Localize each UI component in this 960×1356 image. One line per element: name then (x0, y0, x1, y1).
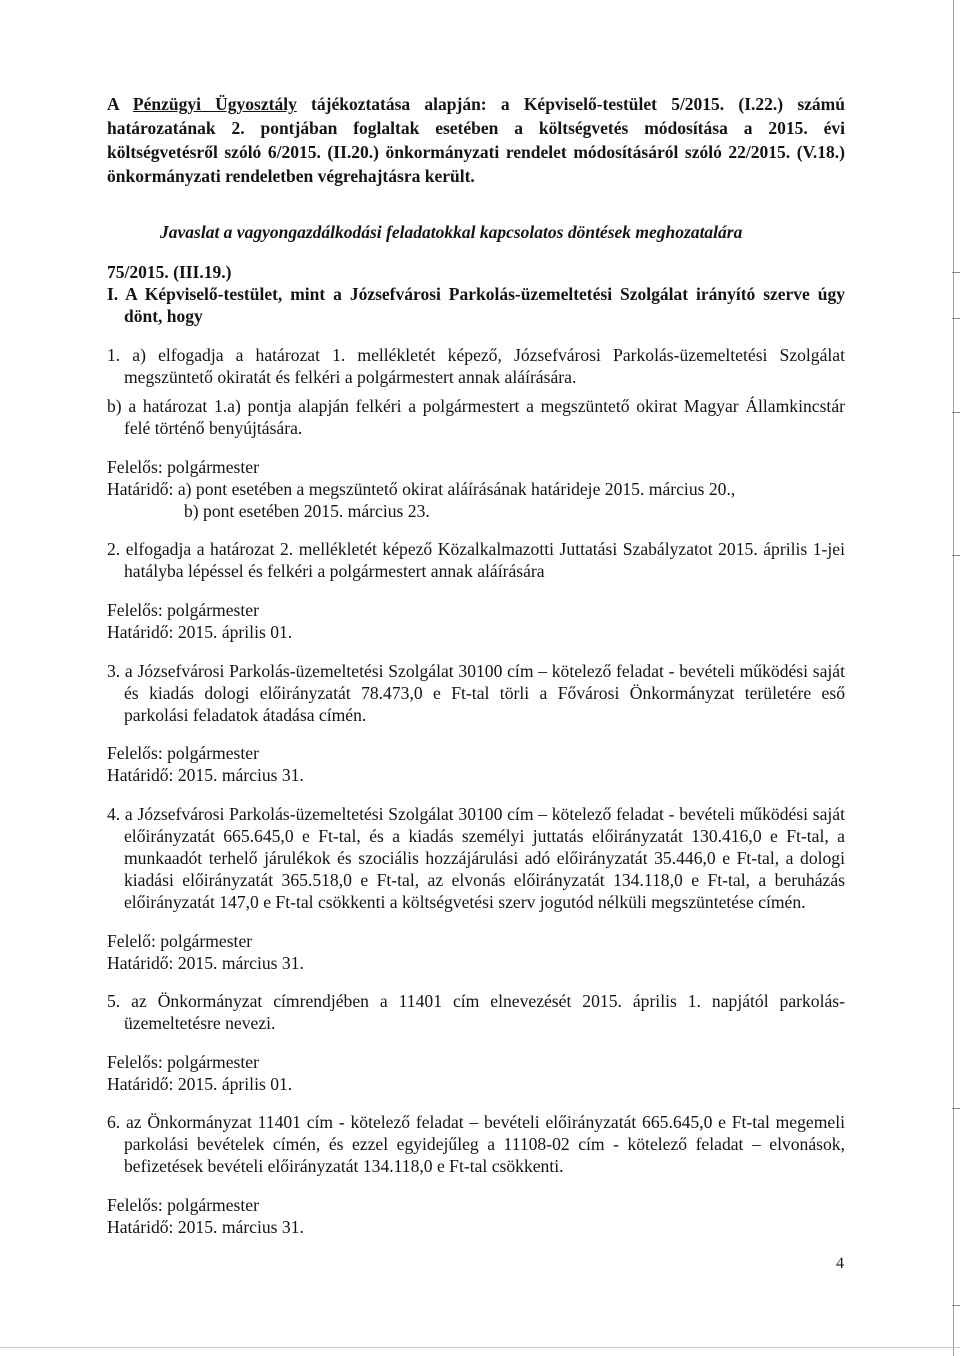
deadline-label: Határidő: 2015. március 31. (107, 1217, 304, 1237)
decision-line-1: I. A Képviselő-testület, mint a Józsefvárosi Parkolás-üzemeltetési Szolgálat irányító szerve úgy (107, 284, 845, 304)
item-4-line-4: kiadási előirányzatát 365.518,0 e Ft-tal, az elvonás előirányzatát 134.118,0 e Ft-tal, a beruházás (124, 870, 845, 890)
item-6-line-2: parkolási bevételek címén, és ezzel egyidejűleg a 11108-02 cím - kötelező feladat – elvonások, (124, 1134, 845, 1154)
margin-tick (952, 555, 960, 556)
resolution-number: 75/2015. (III.19.) (107, 262, 232, 282)
item-4-line-2: előirányzatát 665.645,0 e Ft-tal, és a kiadás személyi juttatás előirányzatát 130.416,0 e Ft-tal, a (124, 826, 845, 846)
item-2-line-1: 2. elfogadja a határozat 2. mellékletét képező Közalkalmazotti Juttatási Szabályzatot 2015. április 1-jei (107, 539, 845, 559)
deadline-label: Határidő: 2015. március 31. (107, 765, 304, 785)
scan-edge-line (953, 0, 954, 1356)
item-2-line-2: hatályba lépéssel és felkéri a polgármestert annak aláírására (124, 561, 545, 581)
item-4-line-1: 4. a Józsefvárosi Parkolás-üzemeltetési Szolgálat 30100 cím – kötelező feladat - bevételi működési saját (107, 804, 845, 824)
item-1b-line-2: felé történő benyújtására. (124, 418, 303, 438)
margin-tick (952, 412, 960, 413)
margin-tick (952, 1305, 960, 1306)
responsible-label: Felelős: polgármester (107, 457, 259, 477)
responsible-label: Felelős: polgármester (107, 743, 259, 763)
deadline-label: Határidő: 2015. április 01. (107, 1074, 293, 1094)
responsible-label: Felelő: polgármester (107, 931, 253, 951)
item-1a-line-1: 1. a) elfogadja a határozat 1. mellékletét képező, Józsefvárosi Parkolás-üzemeltetési Szolgálat (107, 345, 845, 365)
intro-text: A (107, 94, 133, 114)
item-4-line-3: munkaadót terhelő járulékok és szociális hozzájárulási adó előirányzatát 35.446,0 e Ft-tal, a dologi (124, 848, 845, 868)
item-6-line-1: 6. az Önkormányzat 11401 cím - kötelező feladat – bevételi előirányzatát 665.645,0 e Ft-tal megemeli (107, 1112, 845, 1132)
responsible-label: Felelős: polgármester (107, 1052, 259, 1072)
deadline-label: Határidő: 2015. március 31. (107, 953, 304, 973)
item-1a-line-2: megszüntető okiratát és felkéri a polgármestert annak aláírására. (124, 367, 577, 387)
section-heading: Javaslat a vagyongazdálkodási feladatokkal kapcsolatos döntések meghozatalára (160, 222, 743, 242)
item-4-line-5: előirányzatát 147,0 e Ft-tal csökkenti a költségvetési szerv jogutód nélküli megszüntetése címén. (124, 892, 806, 912)
item-5-line-1: 5. az Önkormányzat címrendjében a 11401 cím elnevezését 2015. április 1. napjától parkolás- (107, 991, 845, 1011)
intro-line-3: költségvetésről szóló 6/2015. (II.20.) önkormányzati rendelet módosításáról szóló 22/2015. (V.18.) (107, 142, 845, 162)
responsible-label: Felelős: polgármester (107, 1195, 259, 1215)
margin-tick (952, 272, 960, 273)
intro-line-1 (107, 94, 845, 115)
page-number: 4 (836, 1255, 844, 1272)
item-3-line-1: 3. a Józsefvárosi Parkolás-üzemeltetési Szolgálat 30100 cím – kötelező feladat - bevételi működési saját (107, 661, 845, 681)
deadline-label: Határidő: 2015. április 01. (107, 622, 293, 642)
department-name: Pénzügyi Ügyosztály (132, 94, 297, 114)
intro-line-4: önkormányzati rendeletben végrehajtásra került. (107, 166, 475, 186)
deadline-label: b) pont esetében 2015. március 23. (184, 501, 430, 521)
intro-text: tájékoztatása alapján: a Képviselő-testület 5/2015. (I.22.) számú (296, 94, 845, 114)
margin-tick (952, 318, 960, 319)
decision-line-2: dönt, hogy (124, 306, 203, 326)
deadline-label: Határidő: a) pont esetében a megszüntető okirat aláírásának határideje 2015. március 20., (107, 479, 736, 499)
item-1b-line-1: b) a határozat 1.a) pontja alapján felkéri a polgármestert a megszüntető okirat Magyar Államkincstár (107, 396, 845, 416)
item-3-line-2: és kiadás dologi előirányzatát 78.473,0 e Ft-tal törli a Fővárosi Önkormányzat területére eső (124, 683, 845, 703)
intro-line-2: határozatának 2. pontjában foglaltak esetében a költségvetés módosítása a 2015. évi (107, 118, 845, 138)
scan-bottom-line (0, 1347, 960, 1348)
responsible-label: Felelős: polgármester (107, 600, 259, 620)
item-6-line-3: befizetések bevételi előirányzatát 134.118,0 e Ft-tal csökkenti. (124, 1156, 564, 1176)
margin-tick (952, 1108, 960, 1109)
item-3-line-3: parkolási feladatok átadása címén. (124, 705, 367, 725)
item-5-line-2: üzemeltetésre nevezi. (124, 1013, 276, 1033)
